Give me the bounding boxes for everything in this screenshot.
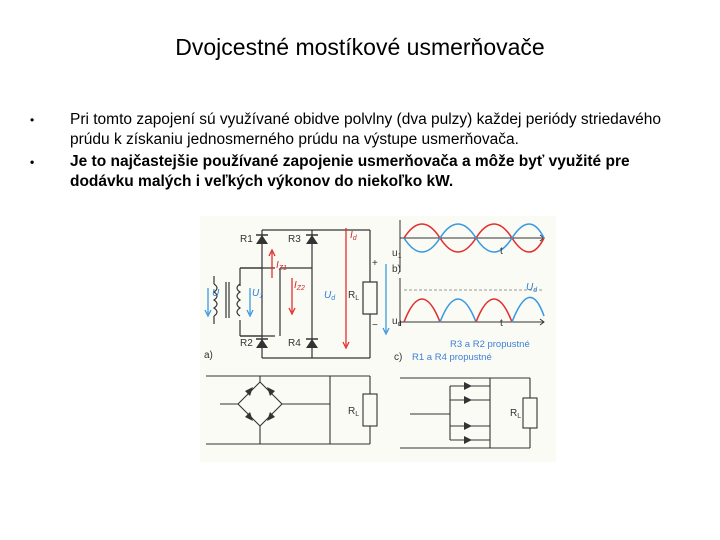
label-r3: R3 — [288, 234, 301, 245]
label-c: c) — [394, 352, 403, 363]
rectifier-figure — [200, 216, 556, 462]
label-r1: R1 — [240, 234, 253, 245]
bullet-item-1 — [30, 110, 680, 150]
label-u1: $U_1$ — [252, 288, 264, 300]
label-ud-wave: $u_d$ — [392, 316, 402, 328]
bullet-list — [30, 110, 680, 194]
bullet-marker: • — [30, 155, 35, 169]
bullet-item-2 — [30, 152, 680, 192]
label-ud-wave2: $U_d$ — [526, 282, 538, 294]
label-u1-wave: $u_1$ — [392, 248, 402, 260]
slide-title: Dvojcestné mostíkové usmerňovače — [175, 34, 545, 60]
label-u: U — [212, 288, 220, 299]
label-r1-r4: R1 a R4 propustné — [412, 352, 492, 363]
current-arrows — [269, 228, 349, 348]
label-id: $I_d$ — [350, 230, 357, 242]
label-ud: $U_d$ — [324, 290, 336, 302]
diodes-c — [464, 382, 472, 444]
label-r2: R2 — [240, 338, 253, 349]
label-a: a) — [204, 350, 213, 361]
label-b: b) — [392, 264, 401, 275]
label-t-2: t — [500, 318, 503, 329]
voltage-arrows — [205, 264, 389, 334]
label-plus: + — [372, 258, 378, 269]
bullet-text: Pri tomto zapojení sú využívané obidve polvlny (dva pulzy) každej periódy striedavého prúdu k získaniu jednosmerného prúdu na výstupe usmerňovača. — [70, 111, 662, 148]
diodes-a2 — [245, 387, 275, 421]
label-t-1: t — [500, 246, 503, 257]
bullet-text: Je to najčastejšie používané zapojenie usmerňovača a môže byť využité pre dodávku malých i veľkých výkonov do niekoľko kW. — [70, 153, 630, 190]
label-iz2: $I_{Z2}$ — [294, 280, 305, 292]
diodes-a — [256, 235, 318, 348]
label-minus: − — [372, 320, 378, 331]
bullet-marker: • — [30, 113, 35, 127]
waveform-b — [392, 220, 544, 275]
label-iz1: $I_{Z1}$ — [276, 260, 287, 272]
label-r4: R4 — [288, 338, 301, 349]
label-r3-r2: R3 a R2 propustné — [450, 339, 530, 350]
label-rl-2: $R_L$ — [348, 406, 360, 418]
rectifier-diagram — [200, 216, 556, 462]
label-rl: $R_L$ — [348, 290, 360, 302]
waveform-ud — [392, 278, 544, 329]
label-rl-3: $R_L$ — [510, 408, 522, 420]
